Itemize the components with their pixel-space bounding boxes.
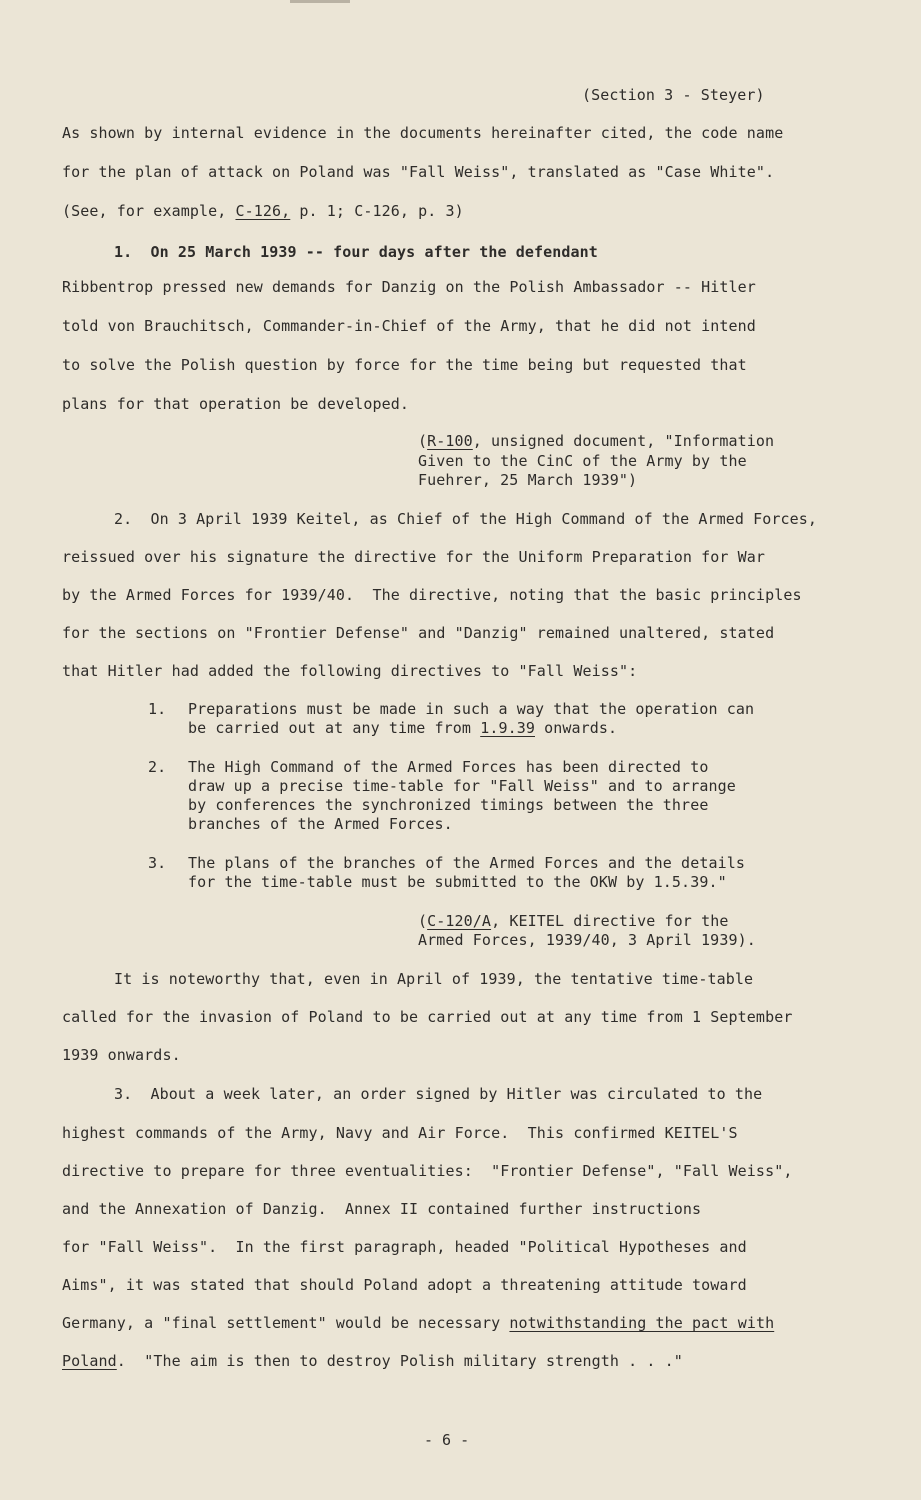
para1-citation-line-3: Fuehrer, 25 March 1939")	[418, 471, 638, 489]
para3-line-4: and the Annexation of Danzig. Annex II contained further instructions	[62, 1200, 702, 1218]
paren: (	[418, 432, 428, 450]
list-item-2-line-4: branches of the Armed Forces.	[188, 815, 453, 833]
list-item-number: 2.	[148, 758, 167, 776]
para1-line-5: plans for that operation be developed.	[62, 395, 409, 413]
para1-citation-line-1	[418, 432, 774, 450]
intro-line-3-text: (See, for example,	[62, 202, 236, 220]
underlined-phrase: Poland	[62, 1352, 117, 1370]
para1-citation-line-2: Given to the CinC of the Army by the	[418, 452, 747, 470]
para3-text-end: . "The aim is then to destroy Polish military strength . . ."	[116, 1352, 683, 1370]
para3-line-1: 3. About a week later, an order signed by Hitler was circulated to the	[114, 1085, 763, 1103]
section-header: (Section 3 - Steyer)	[582, 86, 765, 104]
para2-line-2: reissued over his signature the directive for the Uniform Preparation for War	[62, 548, 766, 566]
list-item-1-line-2	[188, 719, 617, 737]
list-item-2-line-1: The High Command of the Armed Forces has been directed to	[188, 758, 709, 776]
list-item-2-line-3: by conferences the synchronized timings between the three	[188, 796, 709, 814]
list-item-text: be carried out at any time from	[188, 719, 481, 737]
paren: (	[418, 912, 428, 930]
para2-line-1: 2. On 3 April 1939 Keitel, as Chief of the High Command of the Armed Forces,	[114, 510, 818, 528]
para1-line-3: told von Brauchitsch, Commander-in-Chief of the Army, that he did not intend	[62, 317, 756, 335]
citation-ref: C-120/A	[427, 912, 492, 930]
para1-line-4: to solve the Polish question by force for the time being but requested that	[62, 356, 747, 374]
list-item-2-line-2: draw up a precise time-table for "Fall Weiss" and to arrange	[188, 777, 736, 795]
intro-line-2: for the plan of attack on Poland was "Fall Weiss", translated as "Case White".	[62, 163, 775, 181]
date-underlined: 1.9.39	[480, 719, 535, 737]
citation-text: , unsigned document, "Information	[472, 432, 775, 450]
para2-line-3: by the Armed Forces for 1939/40. The directive, noting that the basic principles	[62, 586, 802, 604]
list-item-1-line-1: Preparations must be made in such a way that the operation can	[188, 700, 755, 718]
para2-citation-line-1	[418, 912, 728, 930]
para1-line-1: 1. On 25 March 1939 -- four days after the defendant	[114, 243, 598, 261]
list-item-number: 1.	[148, 700, 167, 718]
list-item-3-line-2: for the time-table must be submitted to the OKW by 1.5.39."	[188, 873, 727, 891]
citation-ref: R-100	[427, 432, 473, 450]
intro-line-3-text-end: p. 1; C-126, p. 3)	[290, 202, 464, 220]
underlined-phrase: notwithstanding the pact with	[509, 1314, 775, 1332]
note-line-1: It is noteworthy that, even in April of 1939, the tentative time-table	[114, 970, 754, 988]
para2-line-5: that Hitler had added the following directives to "Fall Weiss":	[62, 662, 638, 680]
para2-citation-line-2: Armed Forces, 1939/40, 3 April 1939).	[418, 931, 756, 949]
para3-line-2: highest commands of the Army, Navy and Air Force. This confirmed KEITEL'S	[62, 1124, 738, 1142]
para3-line-8	[62, 1352, 683, 1370]
intro-line-1: As shown by internal evidence in the documents hereinafter cited, the code name	[62, 124, 784, 142]
note-line-3: 1939 onwards.	[62, 1046, 181, 1064]
list-item-text-end: onwards.	[534, 719, 618, 737]
para1-line-2: Ribbentrop pressed new demands for Danzig on the Polish Ambassador -- Hitler	[62, 278, 756, 296]
citation-text: , KEITEL directive for the	[491, 912, 729, 930]
citation-ref: C-126,	[235, 202, 291, 220]
para3-line-5: for "Fall Weiss". In the first paragraph, headed "Political Hypotheses and	[62, 1238, 747, 1256]
intro-line-3	[62, 202, 464, 220]
list-item-number: 3.	[148, 854, 167, 872]
para3-line-3: directive to prepare for three eventualities: "Frontier Defense", "Fall Weiss",	[62, 1162, 793, 1180]
para3-line-7	[62, 1314, 774, 1332]
note-line-2: called for the invasion of Poland to be carried out at any time from 1 September	[62, 1008, 793, 1026]
para3-text: Germany, a "final settlement" would be necessary	[62, 1314, 510, 1332]
scan-mark	[290, 0, 350, 3]
para2-line-4: for the sections on "Frontier Defense" and "Danzig" remained unaltered, stated	[62, 624, 775, 642]
list-item-3-line-1: The plans of the branches of the Armed Forces and the details	[188, 854, 745, 872]
page-number: - 6 -	[424, 1431, 470, 1449]
para3-line-6: Aims", it was stated that should Poland adopt a threatening attitude toward	[62, 1276, 747, 1294]
